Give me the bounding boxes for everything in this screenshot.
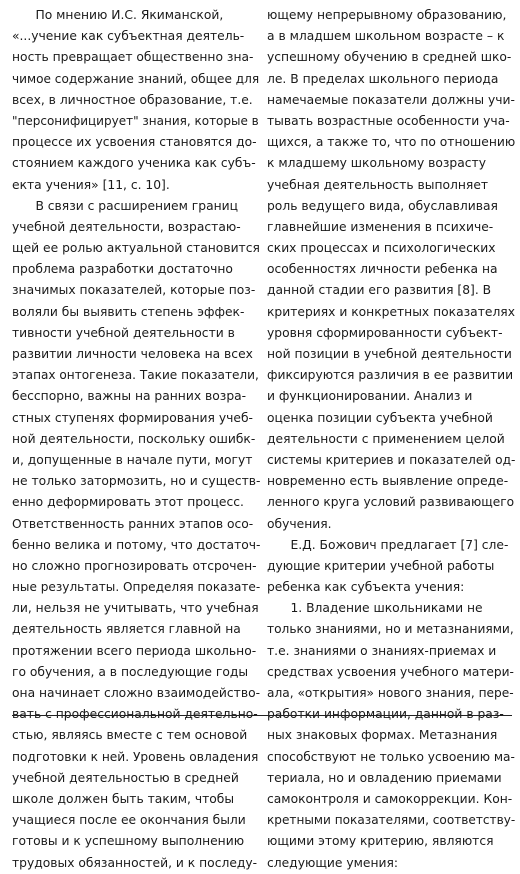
text-line: проблема разработки достаточно xyxy=(12,262,233,277)
text-line: системы критериев и показателей од- xyxy=(267,452,516,467)
text-line: вать с профессиональной деятельно- xyxy=(12,707,258,722)
text-line: ной деятельности, поскольку ошибк- xyxy=(12,431,256,446)
text-line: тывать возрастные особенности уча- xyxy=(267,113,510,128)
text-line: щихся, а также то, что по отношению xyxy=(267,135,516,150)
text-line: Ответственность ранних этапов осо- xyxy=(12,516,254,531)
text-line: следующие умения: xyxy=(267,855,399,870)
text-line: только знаниями, но и метазнаниями, xyxy=(267,622,514,637)
text-line: трудовых обязанностей, и к последу- xyxy=(12,855,258,870)
text-line: дующие критерии учебной работы xyxy=(267,558,495,573)
text-line: енно деформировать этот процесс. xyxy=(12,495,244,510)
text-line: ли, нельзя не учитывать, что учебная xyxy=(12,601,259,616)
text-line: ющему непрерывному образованию, xyxy=(267,8,507,22)
text-line: ленного круга условий развивающего xyxy=(267,495,515,510)
text-line: кретными показателями, соответству- xyxy=(267,813,516,828)
text-line: Е.Д. Божович предлагает [7] сле- xyxy=(267,537,509,552)
text-line: учащиеся после ее окончания были xyxy=(12,813,246,828)
text-line: тивности учебной деятельности в xyxy=(12,325,235,340)
text-line: ные результаты. Определяя показате- xyxy=(12,580,261,595)
text-line: но сложно прогнозировать отсрочен- xyxy=(12,558,257,573)
text-line: ность превращает общественно зна- xyxy=(12,50,254,65)
left-text-column xyxy=(12,5,260,874)
text-line: всех, в личностное образование, т.е. xyxy=(12,92,253,107)
text-line: не только затормозить, но и существ- xyxy=(12,474,261,489)
text-line: школе должен быть таким, чтобы xyxy=(12,791,235,806)
text-line: «...учение как субъектная деятель- xyxy=(12,29,245,44)
text-line: По мнению И.С. Якиманской, xyxy=(12,8,224,22)
text-line: самоконтроля и самокоррекции. Кон- xyxy=(267,791,513,806)
text-line: развитии личности человека на всех xyxy=(12,347,253,361)
text-line: главнейшие изменения в психиче- xyxy=(267,219,494,234)
text-line: екта учения» [11, с. 10]. xyxy=(12,177,170,192)
text-line: учебной деятельности, возрастаю- xyxy=(12,219,241,234)
text-line: ной позиции в учебной деятельности xyxy=(267,347,512,361)
text-line: работки информации, данной в раз- xyxy=(267,707,504,722)
text-line: подготовки к ней. Уровень овладения xyxy=(12,749,259,764)
text-line: обучения. xyxy=(267,516,332,531)
text-line: стных ступенях формирования учеб- xyxy=(12,410,253,425)
text-line: значимых показателей, которые поз- xyxy=(12,283,256,298)
text-line: и, допущенные в начале пути, могут xyxy=(12,452,253,467)
text-line: В связи с расширением границ xyxy=(12,198,239,213)
text-line: протяжении всего периода школьно- xyxy=(12,643,257,658)
text-line: к младшему школьному возрасту xyxy=(267,156,486,171)
text-line: способствуют не только усвоению ма- xyxy=(267,749,515,764)
text-line: новременно есть выявление опреде- xyxy=(267,474,509,489)
text-line: учебной деятельностью в средней xyxy=(12,770,239,785)
text-line: чимое содержание знаний, общее для xyxy=(12,71,260,86)
text-line: ских процессах и психологических xyxy=(267,241,496,256)
text-line: оценка позиции субъекта учебной xyxy=(267,410,493,425)
text-line: она начинает сложно взаимодейство- xyxy=(12,686,261,700)
text-line: воляли бы выявить степень эффек- xyxy=(12,304,245,319)
text-line: деятельности с применением целой xyxy=(267,431,505,446)
text-line: щей ее ролью актуальной становится xyxy=(12,241,260,256)
text-line: средствах усвоения учебного матери- xyxy=(267,664,514,679)
text-line: стью, являясь вместе с тем основой xyxy=(12,728,248,743)
text-line: 1. Владение школьниками не xyxy=(267,601,483,616)
text-line: ле. В пределах школьного периода xyxy=(267,71,499,86)
text-line: териала, но и овладению приемами xyxy=(267,770,502,785)
text-line: и функционировании. Анализ и xyxy=(267,389,473,404)
right-text-column xyxy=(267,5,515,874)
text-line: деятельность является главной на xyxy=(12,622,241,637)
text-line: уровня сформированности субъект- xyxy=(267,325,503,340)
text-line: ала, «открытия» нового знания, пере- xyxy=(267,686,514,700)
text-line: стоянием каждого ученика как субъ- xyxy=(12,156,256,171)
text-line: роль ведущего вида, обуславливая xyxy=(267,198,498,213)
text-line: ных знаковых формах. Метазнания xyxy=(267,728,498,743)
text-line: т.е. знаниями о знаниях-приемах и xyxy=(267,643,497,658)
text-line: го обучения, а в последующие годы xyxy=(12,664,249,679)
text-line: учебная деятельность выполняет xyxy=(267,177,489,192)
text-line: этапах онтогенеза. Такие показатели, xyxy=(12,368,259,383)
text-line: бесспорно, важны на ранних возра- xyxy=(12,389,247,404)
text-line: успешному обучению в средней шко- xyxy=(267,50,512,65)
text-line: особенностях личности ребенка на xyxy=(267,262,498,277)
text-line: готовы и к успешному выполнению xyxy=(12,834,245,849)
bottom-rule xyxy=(12,715,512,716)
text-line: процессе их усвоения становятся до- xyxy=(12,135,257,150)
text-line: ющими этому критерию, являются xyxy=(267,834,494,849)
text-line: бенно велика и потому, что достаточ- xyxy=(12,537,261,552)
text-line: критериях и конкретных показателях xyxy=(267,304,515,319)
text-line: а в младшем школьном возрасте – к xyxy=(267,29,505,44)
text-line: данной стадии его развития [8]. В xyxy=(267,283,492,298)
text-line: ребенка как субъекта учения: xyxy=(267,580,465,595)
text-line: намечаемые показатели должны учи- xyxy=(267,92,515,107)
text-line: "персонифицирует" знания, которые в xyxy=(12,113,259,128)
text-line: фиксируются различия в ее развитии xyxy=(267,368,514,383)
